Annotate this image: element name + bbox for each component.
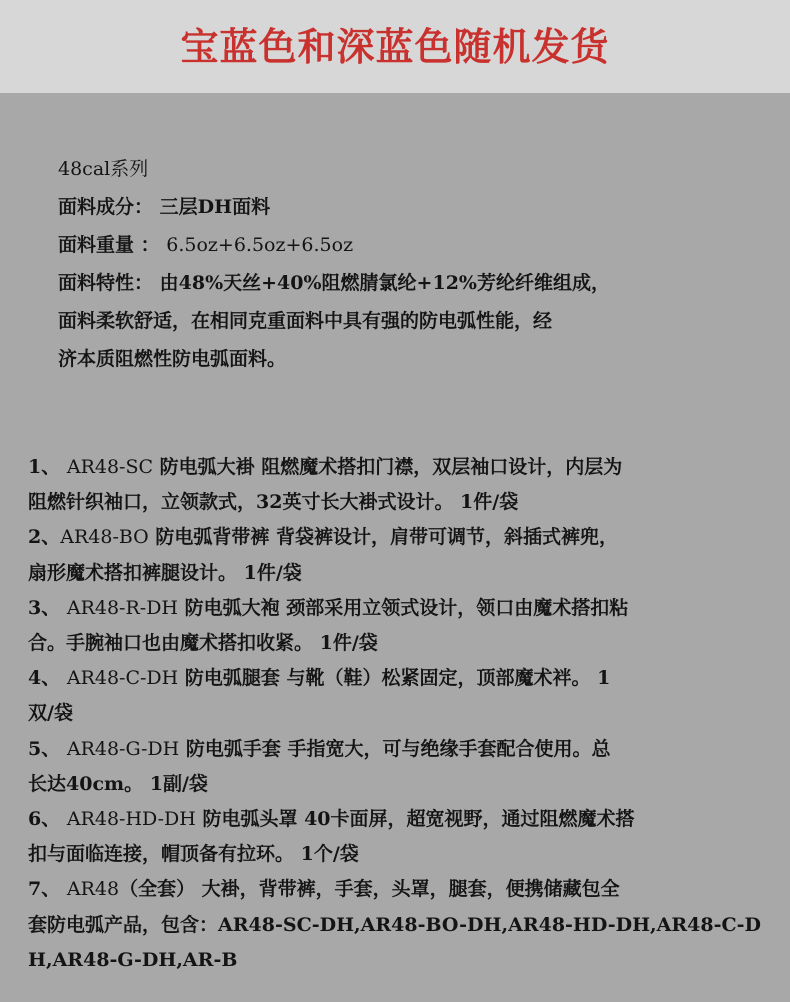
product-item-line [28, 802, 748, 837]
fabric-value: 三层DH面料 [159, 196, 271, 218]
fabric-label: 面料成分： [58, 196, 154, 218]
product-item-line [28, 591, 748, 626]
item-description: 防电弧腿套 与靴（鞋）松紧固定，顶部魔术袢。 1 [178, 667, 611, 690]
fabric-feature-continuation [58, 302, 758, 340]
banner [0, 0, 790, 93]
product-item-line [28, 556, 748, 591]
product-item-line [28, 485, 748, 520]
item-number: 4、 [28, 667, 67, 690]
item-description: 阻燃针织袖口，立领款式，32英寸长大褂式设计。 1件/袋 [28, 491, 519, 514]
item-description: （全套） 大褂，背带裤，手套，头罩，腿套，便携储藏包全 [119, 878, 620, 901]
item-code: AR48-R-DH [66, 596, 178, 619]
product-item-line [28, 732, 748, 767]
item-number: 5、 [28, 737, 67, 760]
item-description: H,AR48-G-DH,AR-B [28, 948, 238, 971]
product-item-line [28, 520, 748, 555]
item-description: 扣与面临连接，帽顶备有拉环。 1个/袋 [28, 843, 359, 866]
item-code: AR48-C-DH [66, 667, 179, 690]
item-code: AR48-BO [60, 526, 149, 549]
product-item-line [28, 872, 748, 907]
item-code: AR48-HD-DH [66, 808, 196, 831]
product-item-line [28, 450, 748, 485]
product-item-line [28, 626, 748, 661]
item-description: 防电弧大袍 颈部采用立领式设计，领口由魔术搭扣粘 [178, 596, 629, 619]
item-number: 7、 [28, 878, 67, 901]
weight-label: 面料重量 ： [58, 234, 160, 256]
item-number: 3、 [28, 596, 67, 619]
item-number: 2、 [28, 526, 61, 549]
product-item-list [28, 450, 761, 978]
banner-title: 宝蓝色和深蓝色随机发货 [180, 25, 610, 69]
fabric-feature-line [58, 264, 758, 302]
feature-line-3: 济本质阻燃性防电弧面料。 [58, 348, 287, 370]
weight-value: 6.5oz+6.5oz+6.5oz [166, 234, 354, 256]
item-description: 双/袋 [28, 702, 73, 725]
fabric-spec-section [58, 150, 758, 378]
item-description: 防电弧手套 手指宽大，可与绝缘手套配合使用。总 [179, 737, 611, 760]
series-name: 48cal系列 [58, 158, 149, 180]
product-item-line [28, 837, 748, 872]
item-description: 长达40cm。 1副/袋 [28, 772, 208, 795]
product-item-line [28, 661, 748, 696]
item-code: AR48-SC [66, 456, 154, 478]
item-code: AR48-G-DH [66, 737, 180, 760]
item-description: 防电弧背带裤 背袋裤设计，肩带可调节，斜插式裤兜， [148, 526, 618, 549]
item-description: 套防电弧产品，包含：AR48-SC-DH,AR48-BO-DH,AR48-HD-DH,AR48-C-D [28, 913, 761, 936]
fabric-composition-line [58, 188, 758, 226]
series-line [58, 150, 758, 188]
product-item-line [28, 696, 748, 731]
item-description: 防电弧大褂 阻燃魔术搭扣门襟，双层袖口设计，内层为 [153, 456, 623, 478]
item-number: 6、 [28, 808, 67, 831]
item-description: 合。手腕袖口也由魔术搭扣收紧。 1件/袋 [28, 632, 378, 655]
product-item-line [28, 943, 748, 978]
item-description: 扇形魔术搭扣裤腿设计。 1件/袋 [28, 561, 302, 584]
feature-line-2: 面料柔软舒适，在相同克重面料中具有强的防电弧性能，经 [58, 310, 553, 332]
item-code: AR48 [66, 878, 120, 901]
fabric-weight-line [58, 226, 758, 264]
feature-label: 面料特性： [58, 272, 154, 294]
product-item-line [28, 908, 761, 943]
fabric-feature-continuation [58, 340, 758, 378]
product-item-line [28, 767, 748, 802]
feature-line-1: 由48%天丝+40%阻燃腈氯纶+12%芳纶纤维组成， [159, 272, 610, 294]
item-description: 防电弧头罩 40卡面屏，超宽视野，通过阻燃魔术搭 [195, 808, 635, 831]
item-number: 1、 [28, 456, 67, 478]
